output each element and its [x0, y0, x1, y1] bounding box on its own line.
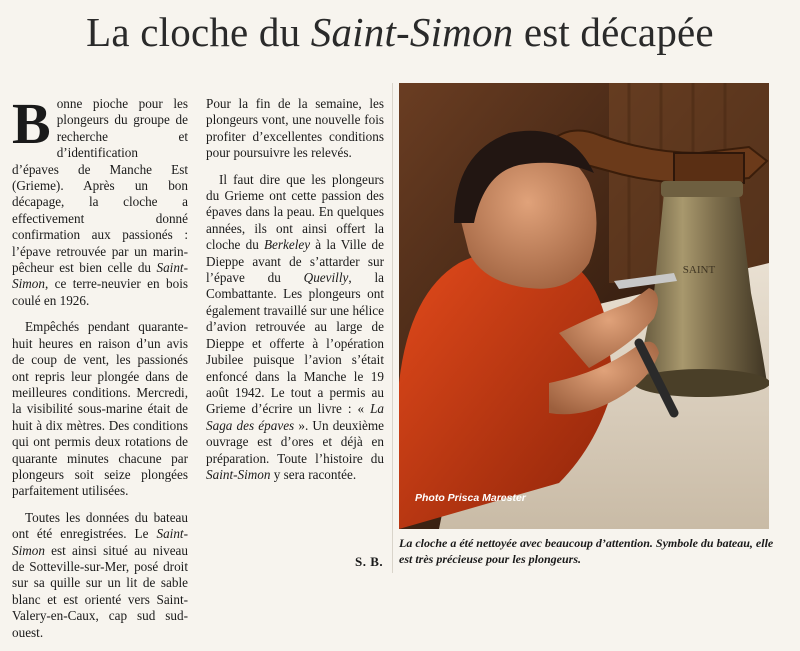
paragraph-3	[12, 510, 188, 641]
paragraph-3-text-b: est ainsi situé au niveau de Sotteville-sur-Mer, posé droit sur sa quille sur un lit de sable blanc et est orienté vers Saint-Valery-en-Caux, cap sud sud-ouest.	[12, 542, 188, 640]
paragraph-5-text-b: à la Ville de Dieppe avant de s’attarder sur l’épave du	[206, 237, 384, 286]
paragraph-5-text-d: ». Un deuxième ouvrage est d’ores et déjà en préparation. Toute l’histoire du	[206, 417, 384, 466]
ship-name-berkeley: Berkeley	[263, 237, 311, 253]
paragraph-2: Empêchés pendant quarante-huit heures en raison d’un avis de coup de vent, les passionés ont repris leur plongée dans de meilleures conditions. Mercredi, la visibilité sous-marine était de huit à dix mètres. Des conditions qui ont permis deux rotations de quarante minutes chacune par plongeurs soit seize plongées parfaitement utilisées.	[12, 319, 188, 499]
paragraph-1-text-b: , ce terre-neuvier en bois coulé en 1926.	[12, 276, 188, 308]
ship-name: Saint-Simon	[12, 260, 188, 292]
author-signature: S. B.	[355, 554, 384, 569]
column-divider	[392, 83, 393, 573]
paragraph-3-text-a: Toutes les données du bateau ont été enregistrées. Le	[12, 509, 188, 542]
photo-credit: Photo Prisca Marester	[415, 492, 526, 504]
article-column-1	[12, 91, 188, 651]
headline-part2: est décapée	[513, 9, 714, 55]
drop-cap: B	[12, 91, 51, 156]
paragraph-4: Pour la fin de la semaine, les plongeurs vont, une nouvelle fois profiter d’excellentes conditions pour poursuivre les relevés.	[206, 96, 384, 161]
ship-name: Saint-Simon	[12, 526, 188, 558]
paragraph-5-text-e: y sera racontée.	[270, 466, 357, 482]
bell-inscription: SAINT	[682, 264, 716, 276]
ship-name: Saint-Simon	[206, 466, 271, 482]
headline	[0, 8, 800, 56]
photo-caption: La cloche a été nettoyée avec beaucoup d’attention. Symbole du bateau, elle est très précieuse pour les plongeurs.	[399, 536, 774, 566]
paragraph-1	[12, 91, 188, 309]
photo-illustration	[399, 83, 769, 529]
article-photo	[399, 83, 769, 529]
headline-ship-name: Saint-Simon	[310, 9, 514, 55]
ship-name-quevilly: Quevilly	[303, 270, 349, 286]
paragraph-5-text-c: , la Combattante. Les plongeurs ont également travaillé sur une hélice d’avion retrouvée au large de Dieppe et offerte à l’opération Jubilee puisque l’avion s’était enfoncé dans la Manche le 19 août 1942. Le tout a permis au Grieme d’écrire un livre : «	[206, 270, 384, 417]
article-column-2	[206, 96, 384, 493]
headline-part1: La cloche du	[86, 9, 311, 55]
paragraph-5	[206, 172, 384, 484]
book-title: La Saga des épaves	[206, 401, 384, 433]
paragraph-1-text-a: onne pioche pour les plongeurs du groupe de recherche et d’identification d’épaves de Manche Est (Grieme). Après un bon décapage, la cloche a effectivement donné confirmation aux passionés : l’épave retrouvée par un marin-pêcheur est bien celle du	[12, 96, 188, 276]
paragraph-5-text-a: Il faut dire que les plongeurs du Grieme ont cette passion des épaves dans la peau. En quelques années, ils ont ainsi offert la cloche du	[206, 171, 384, 253]
